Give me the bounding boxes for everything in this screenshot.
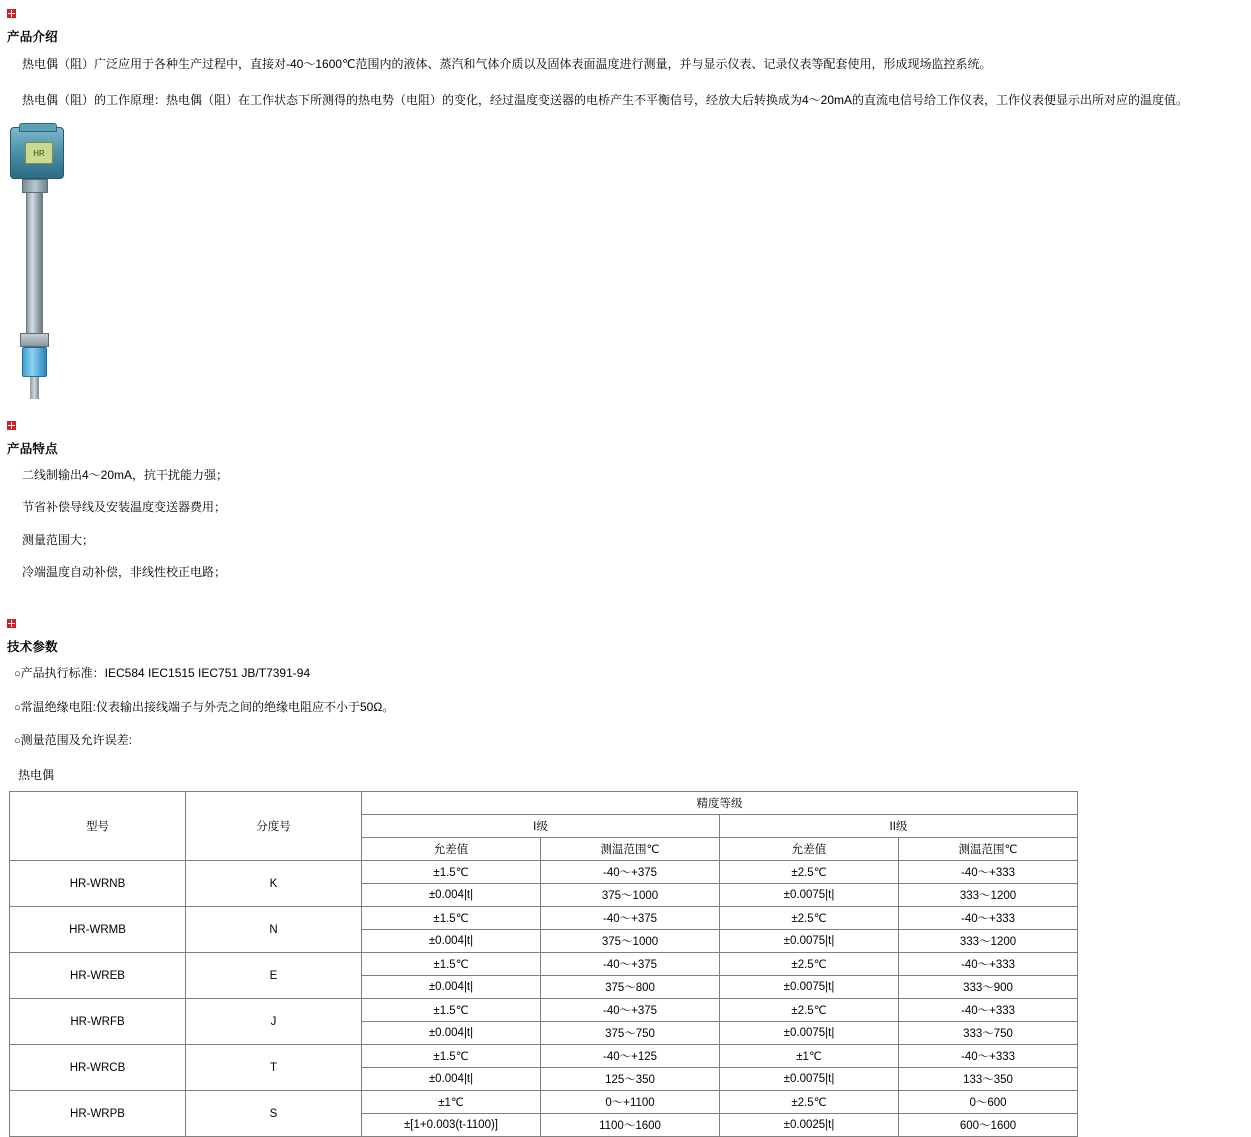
cell-range-2: 333～900 — [899, 976, 1078, 999]
cell-tolerance-1: ±0.004|t| — [362, 930, 541, 953]
cell-tolerance-2: ±0.0025|t| — [720, 1114, 899, 1137]
table-header-range-2: 测温范围℃ — [899, 838, 1078, 861]
cell-model: HR-WRPB — [10, 1091, 186, 1137]
cell-tolerance-2: ±1℃ — [720, 1045, 899, 1068]
cell-model: HR-WRFB — [10, 999, 186, 1045]
cell-range-1: 375～1000 — [541, 930, 720, 953]
cell-range-2: 133～350 — [899, 1068, 1078, 1091]
cell-tolerance-1: ±0.004|t| — [362, 1022, 541, 1045]
cell-tolerance-2: ±0.0075|t| — [720, 1022, 899, 1045]
cell-range-2: 0～600 — [899, 1091, 1078, 1114]
cell-tolerance-1: ±1.5℃ — [362, 861, 541, 884]
table-header-row-1 — [10, 792, 1078, 815]
cell-tolerance-2: ±2.5℃ — [720, 861, 899, 884]
table-header-grade-no: 分度号 — [186, 792, 362, 861]
cell-tolerance-2: ±0.0075|t| — [720, 884, 899, 907]
cell-grade-no: K — [186, 861, 362, 907]
probe-blue-fitting — [22, 347, 47, 377]
cell-model: HR-WREB — [10, 953, 186, 999]
cell-range-2: 333～750 — [899, 1022, 1078, 1045]
transmitter-neck — [22, 179, 48, 193]
product-photo-label: HR — [25, 142, 53, 164]
cell-grade-no: N — [186, 907, 362, 953]
features-broken-image-row — [0, 399, 1251, 437]
cell-tolerance-2: ±0.0075|t| — [720, 976, 899, 999]
cell-tolerance-1: ±0.004|t| — [362, 884, 541, 907]
cell-tolerance-1: ±1.5℃ — [362, 1045, 541, 1068]
cell-tolerance-2: ±2.5℃ — [720, 953, 899, 976]
cell-range-1: -40～+375 — [541, 953, 720, 976]
table-header-class-1: I级 — [362, 815, 720, 838]
cell-tolerance-2: ±2.5℃ — [720, 907, 899, 930]
cell-range-1: 375～750 — [541, 1022, 720, 1045]
table-header-range-1: 测温范围℃ — [541, 838, 720, 861]
table-header-class-2: II级 — [720, 815, 1078, 838]
spec-line-text: 常温绝缘电阻:仪表输出接线端子与外壳之间的绝缘电阻应不小于50Ω。 — [20, 699, 395, 714]
cell-tolerance-2: ±0.0075|t| — [720, 930, 899, 953]
intro-paragraph-1: 热电偶（阻）广泛应用于各种生产过程中，直接对-40～1600℃范围内的液体、蒸汽和气体介质以及固体表面温度进行测量，并与显示仪表、记录仪表等配套使用，形成现场监控系统。 — [22, 57, 992, 71]
probe-lower-tube — [30, 377, 39, 399]
intro-paragraph-2: 热电偶（阻）的工作原理：热电偶（阻）在工作状态下所测得的热电势（电阻）的变化，经过温度变送器的电桥产生不平衡信号，经放大后转换成为4～20mA的直流电信号给工作仪表，工作仪表便显示出所对应的温度值。 — [22, 93, 1189, 107]
bullet-marker: ○ — [14, 667, 21, 680]
cell-range-2: 333～1200 — [899, 930, 1078, 953]
thermocouple-accuracy-table — [9, 791, 1078, 1137]
section-title-intro: 产品介绍 — [7, 30, 58, 44]
table-header-tolerance-1: 允差值 — [362, 838, 541, 861]
cell-range-2: -40～+333 — [899, 999, 1078, 1022]
cell-tolerance-1: ±[1+0.003(t-1100)] — [362, 1114, 541, 1137]
cell-range-1: -40～+125 — [541, 1045, 720, 1068]
table-row — [10, 953, 1078, 976]
cell-range-1: 0～+1100 — [541, 1091, 720, 1114]
cell-range-2: 333～1200 — [899, 884, 1078, 907]
table-header-accuracy-class: 精度等级 — [362, 792, 1078, 815]
cell-tolerance-1: ±0.004|t| — [362, 976, 541, 999]
cell-model: HR-WRCB — [10, 1045, 186, 1091]
table-header-tolerance-2: 允差值 — [720, 838, 899, 861]
cell-range-2: -40～+333 — [899, 953, 1078, 976]
list-item: 冷端温度自动补偿，非线性校正电路； — [22, 565, 227, 580]
section-title-specs: 技术参数 — [7, 639, 58, 654]
cell-tolerance-1: ±0.004|t| — [362, 1068, 541, 1091]
cell-range-1: -40～+375 — [541, 999, 720, 1022]
cell-range-1: 375～800 — [541, 976, 720, 999]
cell-tolerance-2: ±0.0075|t| — [720, 1068, 899, 1091]
cell-model: HR-WRMB — [10, 907, 186, 953]
cell-range-1: -40～+375 — [541, 861, 720, 884]
table-header-model: 型号 — [10, 792, 186, 861]
table-row — [10, 1045, 1078, 1068]
list-item: 节省补偿导线及安装温度变送器费用； — [22, 500, 227, 515]
cell-tolerance-2: ±2.5℃ — [720, 999, 899, 1022]
cell-range-1: -40～+375 — [541, 907, 720, 930]
specs-broken-image-row — [0, 597, 1251, 635]
cell-range-1: 375～1000 — [541, 884, 720, 907]
cell-range-1: 125～350 — [541, 1068, 720, 1091]
cell-range-2: 600～1600 — [899, 1114, 1078, 1137]
spec-line-range — [0, 732, 1251, 750]
cell-range-2: -40～+333 — [899, 907, 1078, 930]
spec-line-text: 产品执行标准：IEC584 IEC1515 IEC751 JB/T7391-94 — [20, 665, 311, 680]
cell-grade-no: S — [186, 1091, 362, 1137]
table-row — [10, 907, 1078, 930]
transmitter-head — [10, 127, 64, 179]
broken-image-icon — [7, 421, 16, 430]
cell-tolerance-1: ±1.5℃ — [362, 999, 541, 1022]
cell-range-2: -40～+333 — [899, 1045, 1078, 1068]
cell-tolerance-1: ±1℃ — [362, 1091, 541, 1114]
feature-list — [0, 467, 1251, 582]
table-caption-thermocouple: 热电偶 — [18, 768, 55, 783]
section-title-features: 产品特点 — [7, 442, 58, 456]
list-item: 二线制输出4～20mA，抗干扰能力强； — [22, 468, 229, 482]
spec-line-text: 测量范围及允许误差: — [20, 733, 132, 748]
cell-grade-no: J — [186, 999, 362, 1045]
cell-grade-no: T — [186, 1045, 362, 1091]
cell-range-2: -40～+333 — [899, 861, 1078, 884]
bullet-marker: ○ — [14, 701, 21, 714]
cell-tolerance-1: ±1.5℃ — [362, 953, 541, 976]
transmitter-head-cap — [19, 123, 57, 132]
table-row — [10, 861, 1078, 884]
intro-broken-image-row — [0, 0, 1251, 25]
table-row — [10, 999, 1078, 1022]
cell-model: HR-WRNB — [10, 861, 186, 907]
probe-hex-nut — [20, 333, 49, 347]
bullet-marker: ○ — [14, 735, 21, 748]
broken-image-icon — [7, 619, 16, 628]
spec-line-standard — [0, 665, 1251, 683]
cell-range-1: 1100～1600 — [541, 1114, 720, 1137]
cell-tolerance-2: ±2.5℃ — [720, 1091, 899, 1114]
list-item: 测量范围大； — [22, 532, 95, 547]
cell-tolerance-1: ±1.5℃ — [362, 907, 541, 930]
broken-image-icon — [7, 9, 16, 18]
spec-line-insulation — [0, 699, 1251, 717]
table-row — [10, 1091, 1078, 1114]
probe-upper-tube — [26, 193, 43, 333]
product-photo — [8, 127, 128, 399]
cell-grade-no: E — [186, 953, 362, 999]
